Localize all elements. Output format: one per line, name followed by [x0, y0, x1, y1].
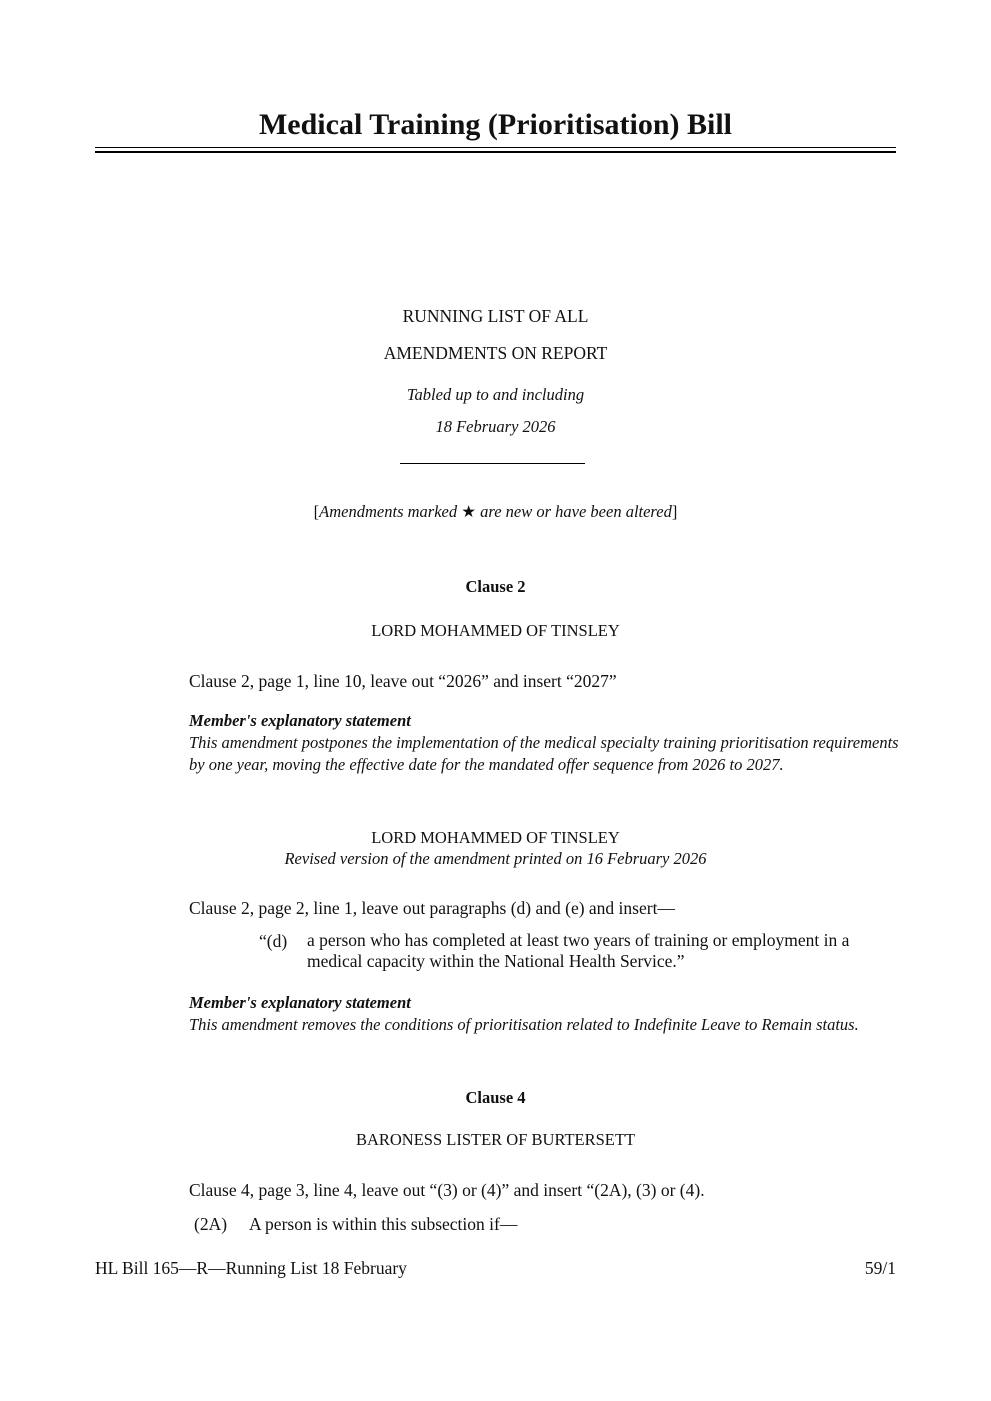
member-name: LORD MOHAMMED OF TINSLEY [371, 828, 620, 847]
subsection-label: (2A) [194, 1214, 228, 1234]
footer-bill-ref: HL Bill 165—R—Running List 18 February [95, 1258, 407, 1278]
clause-heading: Clause 4 [465, 1088, 526, 1107]
clause-heading: Clause 2 [465, 577, 526, 596]
statement-label: Member's explanatory statement [189, 711, 411, 730]
star-icon: ★ [461, 502, 477, 521]
explanatory-statement: This amendment removes the conditions of prioritisation related to Indefinite Leave to Remain status. [189, 1015, 859, 1034]
tabled-date: 18 February 2026 [435, 417, 556, 436]
note-open: [ [313, 502, 320, 521]
footer-page-number: 59/1 [864, 1258, 896, 1278]
title-rule-top [95, 147, 896, 148]
statement-label: Member's explanatory statement [189, 993, 411, 1012]
paragraph-text: a person who has completed at least two years of training or employment in a medical capacity within the National Health Service.” [307, 930, 850, 971]
member-name: BARONESS LISTER OF BURTERSETT [355, 1130, 636, 1149]
subsection-text: A person is within this subsection if— [249, 1214, 518, 1234]
heading-line1: RUNNING LIST OF ALL [402, 306, 589, 326]
paragraph-label: “(d) [259, 931, 288, 951]
amendment-text: Clause 2, page 1, line 10, leave out “2026” and insert “2027” [189, 671, 617, 691]
amendment-text: Clause 2, page 2, line 1, leave out paragraphs (d) and (e) and insert— [189, 898, 675, 918]
altered-note [0, 501, 991, 523]
note-text-before: Amendments marked [319, 502, 462, 521]
tabled-label: Tabled up to and including [406, 385, 585, 404]
heading-rule [400, 463, 585, 464]
member-name: LORD MOHAMMED OF TINSLEY [371, 621, 620, 640]
title-rule-bottom [95, 151, 896, 153]
note-close: ] [671, 502, 678, 521]
heading-line2: AMENDMENTS ON REPORT [383, 343, 608, 363]
bill-title: Medical Training (Prioritisation) Bill [258, 108, 733, 141]
revised-note: Revised version of the amendment printed on 16 February 2026 [284, 849, 707, 868]
note-text-after: are new or have been altered [476, 502, 672, 521]
explanatory-statement: This amendment postpones the implementation of the medical specialty training prioritisation requirements by one year, moving the effective date for the mandated offer sequence from 2026 to 2027. [189, 733, 899, 774]
amendment-text: Clause 4, page 3, line 4, leave out “(3) or (4)” and insert “(2A), (3) or (4). [189, 1180, 705, 1200]
